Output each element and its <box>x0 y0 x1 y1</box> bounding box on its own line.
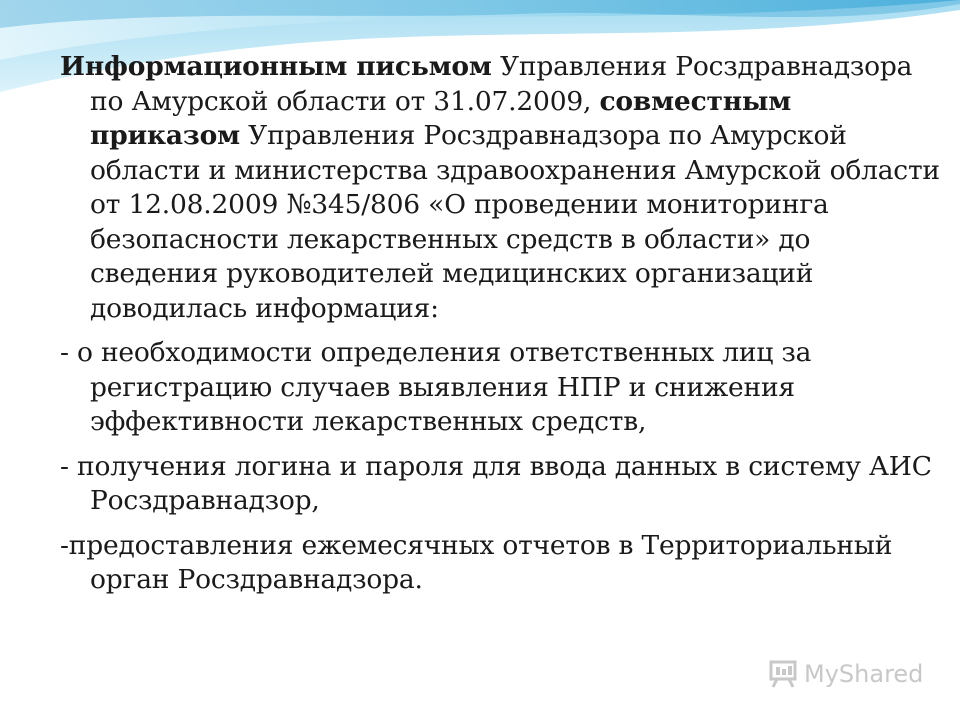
paragraph-intro <box>60 50 940 326</box>
slide-body <box>60 50 940 598</box>
list-item-responsible-persons: - о необходимости определения ответственных лиц за регистрацию случаев выявления НПР и снижения эффективности лекарственных средств, <box>60 337 812 437</box>
text-info-letter-body: Управления Росздравнадзора по Амурской области от 31.07.2009, <box>90 51 913 117</box>
bold-info-letter: Информационным письмом <box>60 51 492 82</box>
bold-joint-order: совместным приказом <box>90 85 792 151</box>
presentation-board-icon <box>768 659 798 689</box>
list-item-login-password: - получения логина и пароля для ввода данных в систему АИС Росздравнадзор, <box>60 450 932 516</box>
watermark-logo <box>768 656 923 692</box>
list-item-monthly-reports: -предоставления ежемесячных отчетов в Территориальный орган Росздравнадзора. <box>60 529 893 595</box>
text-joint-order-body: Управления Росздравнадзора по Амурской области и министерства здравоохранения Амурской области от 12.08.2009 №345/806 «О проведении мониторинга безопасности лекарственных средств в области» до сведения руководителей медицинских организаций доводилась информация: <box>90 120 940 324</box>
watermark-text: MyShared <box>804 660 924 688</box>
